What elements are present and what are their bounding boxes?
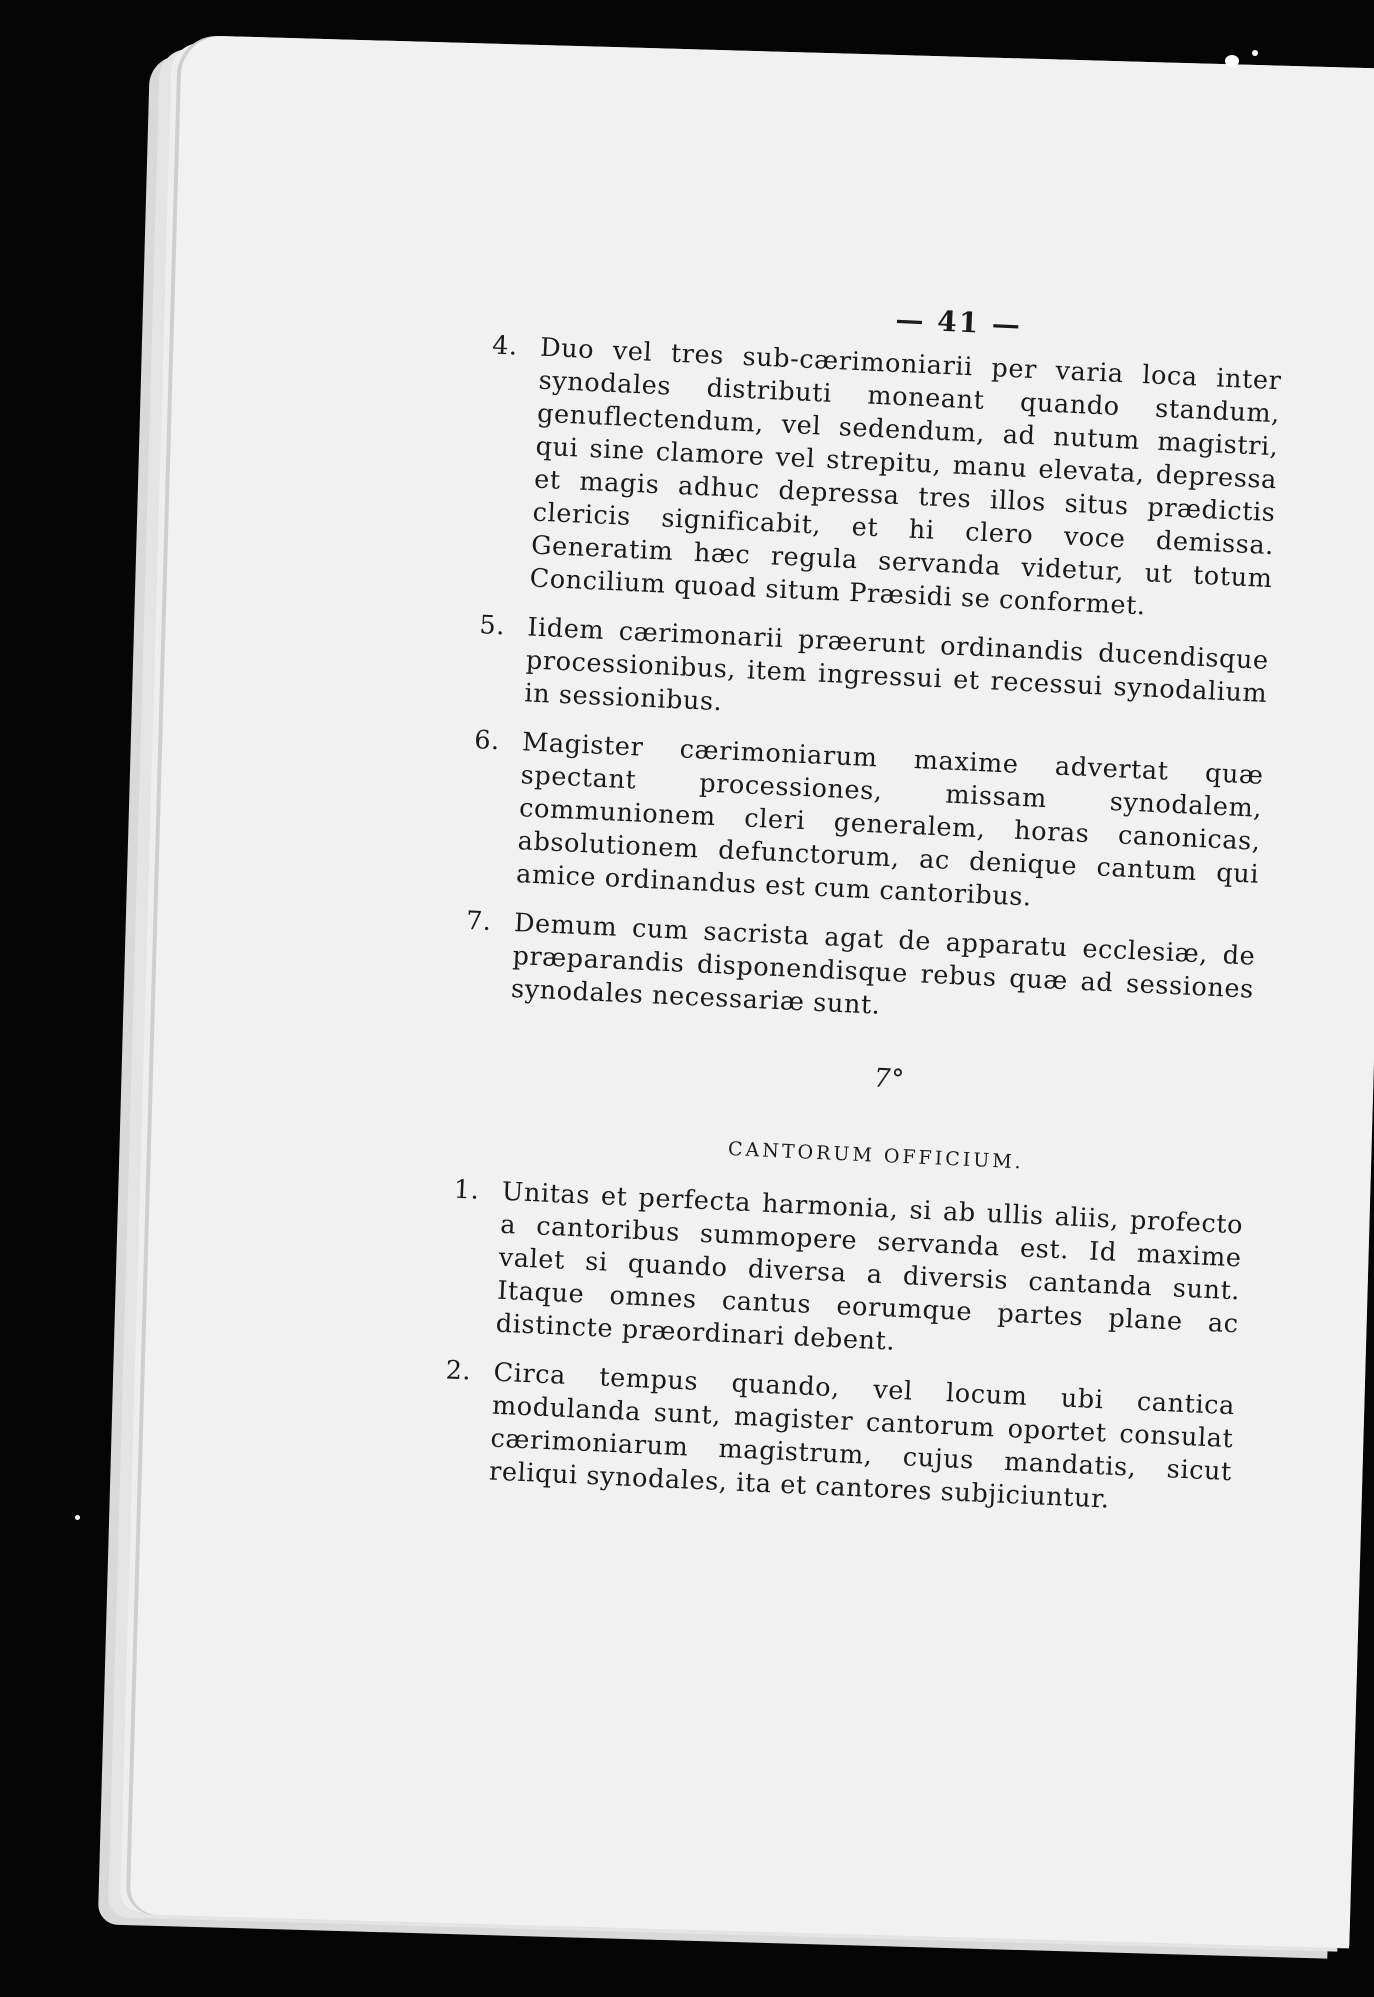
paragraph-6 <box>473 725 1265 925</box>
section-number: 7° <box>873 1063 906 1095</box>
section-title: CANTORUM OFFICIUM. <box>727 1138 1025 1174</box>
scan-speck <box>1225 55 1239 67</box>
paragraph-number: 4. <box>491 330 519 362</box>
paragraph-4 <box>491 330 1282 629</box>
paragraph-number: 6. <box>473 725 501 757</box>
paragraph-number: 7. <box>465 905 493 938</box>
paragraph-1 <box>453 1174 1244 1374</box>
scan-speck <box>75 1515 80 1520</box>
paragraph-text: Magister cærimoniarum maxime advertat quæ spectant processiones, missam synodalem, communionem cleri generalem, horas canonicas, absolutionem defunctorum, ac denique cantum qui amice ordinandus est cum cantoribus. <box>515 727 1265 913</box>
page-number: — 41 — <box>894 302 1023 342</box>
paragraph-7 <box>465 905 1256 1039</box>
paragraph-text: Unitas et perfecta harmonia, si ab ullis aliis, profecto a cantoribus summopere servanda est. Id maxime valet si quando diversa a diversis cantanda sunt. Itaque omnes cantus eorumque partes plane ac distincte præordinari debent. <box>495 1176 1244 1357</box>
paragraph-5 <box>478 610 1270 744</box>
paragraph-number: 1. <box>453 1174 481 1206</box>
page-content <box>445 285 1284 1538</box>
paragraph-text: Demum cum sacrista agat de apparatu ecclesiæ, de præparandis disponendisque rebus quæ ad sessiones synodales necessariæ sunt. <box>510 908 1256 1021</box>
paragraph-text: Duo vel tres sub-cærimoniarii per varia loca inter synodales distributi moneant quando standum, genuflectendum, vel sedendum, ad nutum magistri, qui sine clamore vel strepitu, manu elevata, depressa et magis adhuc depressa tres illos situs prædictis clericis significabit, et hi clero voce demissa. Generatim hæc regula servanda videtur, ut totum Concilium quoad situm Præsidi se conformet. <box>529 332 1283 622</box>
scan-speck <box>1252 50 1258 56</box>
paragraph-number: 5. <box>478 610 506 642</box>
paragraph-2 <box>445 1355 1236 1522</box>
paragraph-number: 2. <box>445 1355 472 1387</box>
paragraph-text: Circa tempus quando, vel locum ubi cantica modulanda sunt, magister cantorum oportet consulat cærimoniarum magistrum, cujus mandatis, sicut reliqui synodales, ita et cantores subjiciuntur. <box>488 1357 1236 1515</box>
paragraph-text: Iidem cærimonarii præerunt ordinandis ducendisque processionibus, item ingressui et recessui synodalium in sessionibus. <box>523 612 1270 718</box>
